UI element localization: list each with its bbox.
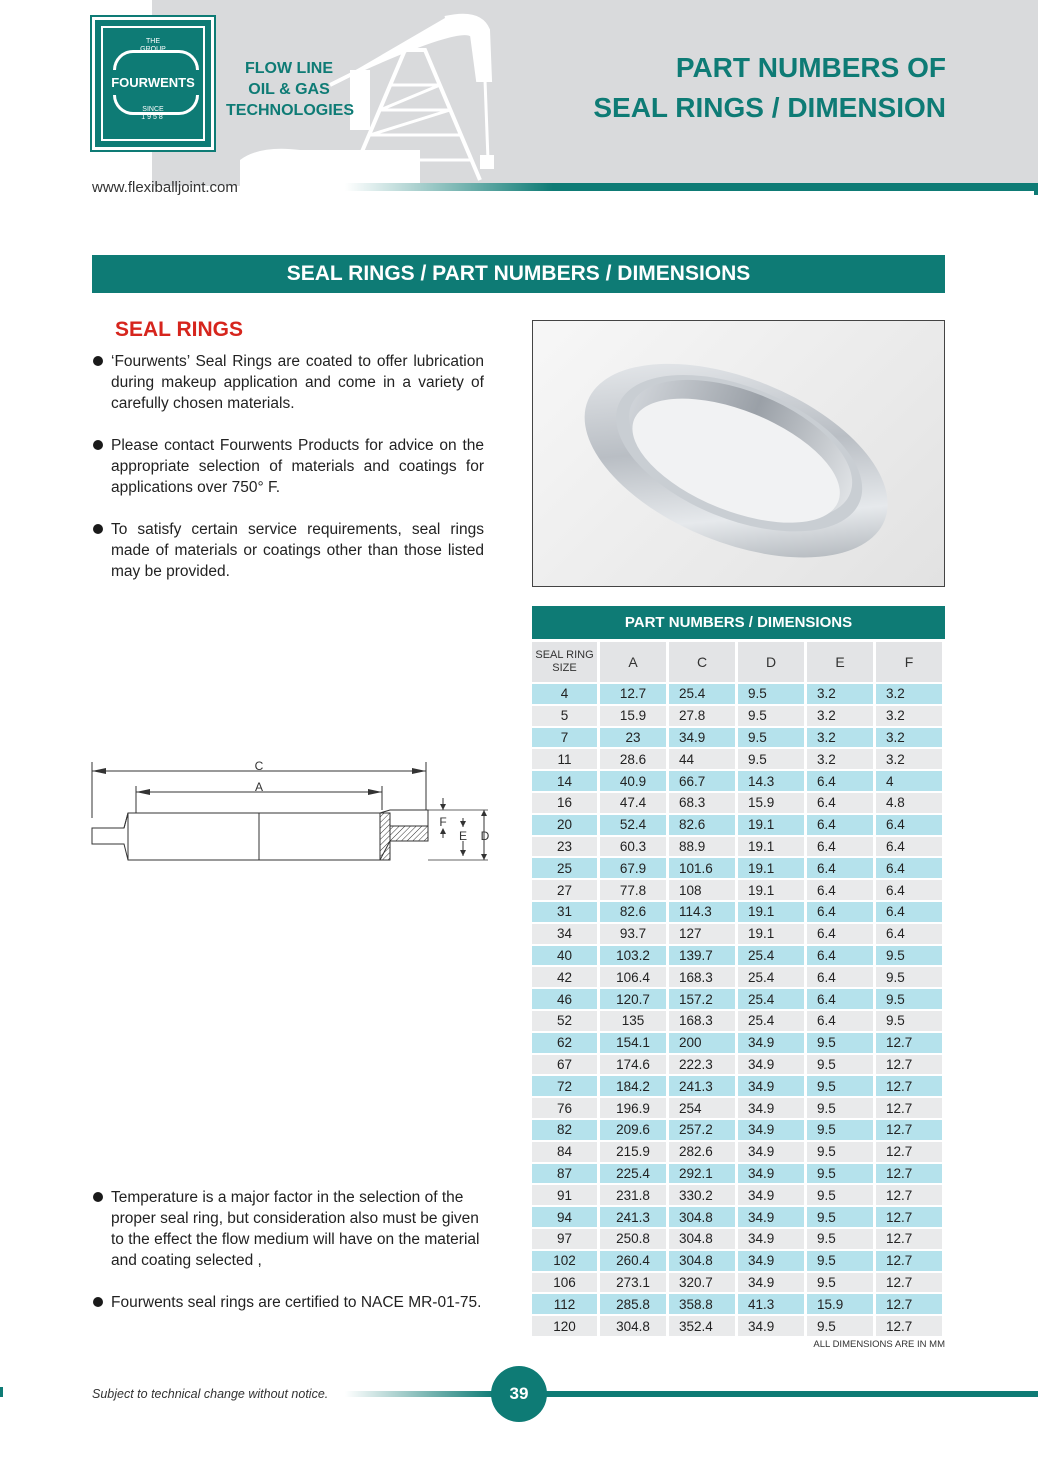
dimension-cell: 231.8 bbox=[600, 1185, 666, 1205]
dimension-cell: 260.4 bbox=[600, 1251, 666, 1271]
dimension-cell: 6.4 bbox=[807, 815, 873, 835]
table-row bbox=[532, 771, 942, 791]
table-row bbox=[532, 967, 942, 987]
dimension-cell: 9.5 bbox=[807, 1033, 873, 1053]
dimension-cell: 12.7 bbox=[876, 1076, 942, 1096]
dimension-cell: 4.8 bbox=[876, 793, 942, 813]
dimension-cell: 9.5 bbox=[807, 1207, 873, 1227]
dimension-cell: 82.6 bbox=[669, 815, 735, 835]
seal-ring-size-cell: 62 bbox=[532, 1033, 597, 1053]
dimension-cell: 19.1 bbox=[738, 880, 804, 900]
dimension-cell: 12.7 bbox=[876, 1055, 942, 1075]
dimension-cell: 34.9 bbox=[738, 1185, 804, 1205]
seal-ring-size-cell: 82 bbox=[532, 1120, 597, 1140]
dimension-cell: 12.7 bbox=[876, 1316, 942, 1336]
dimension-cell: 12.7 bbox=[876, 1120, 942, 1140]
table-row bbox=[532, 793, 942, 813]
dimension-cell: 47.4 bbox=[600, 793, 666, 813]
dimension-cell: 6.4 bbox=[876, 924, 942, 944]
dimension-cell: 23 bbox=[600, 728, 666, 748]
dimension-cell: 88.9 bbox=[669, 837, 735, 857]
page-title-line: SEAL RINGS / DIMENSION bbox=[593, 92, 946, 123]
dimension-label-c: C bbox=[254, 759, 264, 773]
dimension-cell: 6.4 bbox=[807, 989, 873, 1009]
table-row bbox=[532, 902, 942, 922]
column-header: C bbox=[669, 642, 735, 682]
dimension-cell: 19.1 bbox=[738, 858, 804, 878]
seal-ring-size-cell: 34 bbox=[532, 924, 597, 944]
table-row bbox=[532, 1164, 942, 1184]
table-row bbox=[532, 1120, 942, 1140]
dimension-cell: 19.1 bbox=[738, 924, 804, 944]
seal-ring-size-cell: 97 bbox=[532, 1229, 597, 1249]
table-row bbox=[532, 684, 942, 704]
dimension-cell: 9.5 bbox=[807, 1273, 873, 1293]
dimension-cell: 103.2 bbox=[600, 946, 666, 966]
dimension-cell: 168.3 bbox=[669, 967, 735, 987]
dimension-cell: 6.4 bbox=[876, 858, 942, 878]
dimension-cell: 34.9 bbox=[669, 728, 735, 748]
dimension-cell: 15.9 bbox=[600, 706, 666, 726]
dimension-cell: 67.9 bbox=[600, 858, 666, 878]
seal-ring-photo bbox=[532, 320, 945, 587]
table-row bbox=[532, 706, 942, 726]
dimension-cell: 12.7 bbox=[876, 1207, 942, 1227]
seal-ring-size-cell: 67 bbox=[532, 1055, 597, 1075]
bullet-item: Temperature is a major factor in the selection of the proper seal ring, but consideration also must be given to the effect the flow medium will have on the material and coating selected , bbox=[92, 1187, 484, 1271]
dimension-cell: 41.3 bbox=[738, 1294, 804, 1314]
table-row bbox=[532, 1185, 942, 1205]
dimension-cell: 215.9 bbox=[600, 1142, 666, 1162]
dimension-cell: 6.4 bbox=[876, 880, 942, 900]
dimension-cell: 225.4 bbox=[600, 1164, 666, 1184]
bullet-item: To satisfy certain service requirements, seal rings made of materials or coatings other than those listed may be provided. bbox=[92, 519, 484, 582]
footer-disclaimer: Subject to technical change without notice. bbox=[92, 1387, 329, 1401]
dimension-cell: 222.3 bbox=[669, 1055, 735, 1075]
dimension-cell: 34.9 bbox=[738, 1142, 804, 1162]
dimension-cell: 196.9 bbox=[600, 1098, 666, 1118]
company-name-line: FLOW LINE bbox=[245, 60, 333, 77]
seal-ring-size-cell: 20 bbox=[532, 815, 597, 835]
column-header: E bbox=[807, 642, 873, 682]
dimension-cell: 304.8 bbox=[600, 1316, 666, 1336]
seal-ring-size-cell: 5 bbox=[532, 706, 597, 726]
dimension-cell: 34.9 bbox=[738, 1098, 804, 1118]
dimension-cell: 34.9 bbox=[738, 1273, 804, 1293]
seal-ring-image bbox=[533, 321, 945, 587]
dimension-cell: 68.3 bbox=[669, 793, 735, 813]
dimension-cell: 3.2 bbox=[876, 749, 942, 769]
seal-ring-size-cell: 94 bbox=[532, 1207, 597, 1227]
dimension-cell: 6.4 bbox=[807, 880, 873, 900]
dimension-cell: 135 bbox=[600, 1011, 666, 1031]
dimension-cell: 40.9 bbox=[600, 771, 666, 791]
dimension-cell: 9.5 bbox=[807, 1142, 873, 1162]
table-row bbox=[532, 1076, 942, 1096]
seal-ring-size-cell: 27 bbox=[532, 880, 597, 900]
dimension-cell: 6.4 bbox=[807, 967, 873, 987]
dimension-cell: 9.5 bbox=[807, 1316, 873, 1336]
dimension-cell: 52.4 bbox=[600, 815, 666, 835]
dimension-cell: 9.5 bbox=[807, 1251, 873, 1271]
column-header: D bbox=[738, 642, 804, 682]
dimension-cell: 282.6 bbox=[669, 1142, 735, 1162]
dimension-cell: 250.8 bbox=[600, 1229, 666, 1249]
dimension-cell: 4 bbox=[876, 771, 942, 791]
dimension-cell: 174.6 bbox=[600, 1055, 666, 1075]
dimension-cell: 184.2 bbox=[600, 1076, 666, 1096]
dimension-cell: 93.7 bbox=[600, 924, 666, 944]
seal-ring-size-cell: 7 bbox=[532, 728, 597, 748]
dimension-cell: 12.7 bbox=[876, 1033, 942, 1053]
dimension-cell: 19.1 bbox=[738, 902, 804, 922]
dimension-cell: 19.1 bbox=[738, 815, 804, 835]
dimension-cell: 77.8 bbox=[600, 880, 666, 900]
page-number: 39 bbox=[491, 1366, 547, 1422]
table-row bbox=[532, 728, 942, 748]
dimension-cell: 14.3 bbox=[738, 771, 804, 791]
dimension-cell: 9.5 bbox=[738, 728, 804, 748]
dimension-cell: 9.5 bbox=[876, 989, 942, 1009]
dimension-cell: 12.7 bbox=[876, 1185, 942, 1205]
dimension-cell: 9.5 bbox=[807, 1120, 873, 1140]
logo-group-text: GROUP bbox=[140, 46, 166, 53]
bullet-list-top bbox=[92, 351, 484, 603]
footer-bar-left bbox=[345, 1391, 495, 1397]
dimension-label-a: A bbox=[254, 780, 264, 794]
dimensions-table bbox=[529, 640, 945, 1338]
dimension-cell: 292.1 bbox=[669, 1164, 735, 1184]
dimension-cell: 241.3 bbox=[669, 1076, 735, 1096]
dimension-cell: 106.4 bbox=[600, 967, 666, 987]
column-header: F bbox=[876, 642, 942, 682]
dimension-cell: 34.9 bbox=[738, 1316, 804, 1336]
fourwents-logo bbox=[92, 17, 214, 150]
seal-ring-size-cell: 40 bbox=[532, 946, 597, 966]
dimension-cell: 3.2 bbox=[807, 684, 873, 704]
dimension-cell: 358.8 bbox=[669, 1294, 735, 1314]
dimension-cell: 9.5 bbox=[807, 1229, 873, 1249]
dimension-cell: 330.2 bbox=[669, 1185, 735, 1205]
page-title-line: PART NUMBERS OF bbox=[675, 52, 946, 83]
seal-ring-size-cell: 25 bbox=[532, 858, 597, 878]
dimension-cell: 15.9 bbox=[807, 1294, 873, 1314]
dimension-cell: 6.4 bbox=[807, 837, 873, 857]
dimension-cell: 9.5 bbox=[876, 967, 942, 987]
header-divider-end bbox=[1034, 183, 1038, 195]
dimension-cell: 9.5 bbox=[807, 1098, 873, 1118]
logo-top-arc bbox=[113, 50, 199, 70]
dimension-cell: 108 bbox=[669, 880, 735, 900]
table-row bbox=[532, 815, 942, 835]
seal-ring-size-cell: 16 bbox=[532, 793, 597, 813]
website-link[interactable]: www.flexiballjoint.com bbox=[92, 179, 238, 196]
company-name-line: OIL & GAS bbox=[248, 81, 330, 98]
table-row bbox=[532, 1098, 942, 1118]
dimension-cell: 9.5 bbox=[738, 749, 804, 769]
seal-ring-size-cell: 31 bbox=[532, 902, 597, 922]
dimension-cell: 3.2 bbox=[876, 684, 942, 704]
dimension-cell: 273.1 bbox=[600, 1273, 666, 1293]
seal-ring-size-cell: 112 bbox=[532, 1294, 597, 1314]
dimension-cell: 6.4 bbox=[807, 902, 873, 922]
dimension-cell: 34.9 bbox=[738, 1164, 804, 1184]
dimension-cell: 241.3 bbox=[600, 1207, 666, 1227]
dimension-cell: 285.8 bbox=[600, 1294, 666, 1314]
table-row bbox=[532, 880, 942, 900]
footer-bar-right bbox=[546, 1391, 1038, 1397]
footer-tick bbox=[0, 1387, 3, 1397]
page-title bbox=[593, 48, 946, 128]
dimension-cell: 9.5 bbox=[807, 1055, 873, 1075]
dimension-cell: 9.5 bbox=[876, 946, 942, 966]
dimension-cell: 12.7 bbox=[876, 1164, 942, 1184]
seal-ring-size-cell: 4 bbox=[532, 684, 597, 704]
seal-ring-size-cell: 87 bbox=[532, 1164, 597, 1184]
table-row bbox=[532, 1011, 942, 1031]
seal-ring-size-cell: 42 bbox=[532, 967, 597, 987]
dimension-cell: 12.7 bbox=[876, 1229, 942, 1249]
dimension-cell: 12.7 bbox=[876, 1294, 942, 1314]
dimension-cell: 25.4 bbox=[738, 989, 804, 1009]
table-row bbox=[532, 837, 942, 857]
dimension-cell: 15.9 bbox=[738, 793, 804, 813]
header-divider-bar bbox=[345, 183, 1038, 191]
dimension-cell: 6.4 bbox=[876, 815, 942, 835]
dimension-cell: 6.4 bbox=[807, 946, 873, 966]
dimension-cell: 25.4 bbox=[738, 946, 804, 966]
seal-ring-size-cell: 102 bbox=[532, 1251, 597, 1271]
dimension-cell: 127 bbox=[669, 924, 735, 944]
dimension-cell: 34.9 bbox=[738, 1207, 804, 1227]
dimension-cell: 34.9 bbox=[738, 1033, 804, 1053]
dimension-cell: 12.7 bbox=[600, 684, 666, 704]
dimension-cell: 254 bbox=[669, 1098, 735, 1118]
table-row bbox=[532, 989, 942, 1009]
dimension-cell: 304.8 bbox=[669, 1229, 735, 1249]
dimension-cell: 304.8 bbox=[669, 1207, 735, 1227]
seal-ring-size-cell: 106 bbox=[532, 1273, 597, 1293]
dimension-cell: 34.9 bbox=[738, 1251, 804, 1271]
seal-ring-size-cell: 11 bbox=[532, 749, 597, 769]
seal-ring-size-cell: 120 bbox=[532, 1316, 597, 1336]
dimension-cell: 9.5 bbox=[876, 1011, 942, 1031]
seal-ring-size-cell: 46 bbox=[532, 989, 597, 1009]
dimension-cell: 200 bbox=[669, 1033, 735, 1053]
dimension-cell: 25.4 bbox=[669, 684, 735, 704]
table-title: PART NUMBERS / DIMENSIONS bbox=[532, 606, 945, 639]
seal-ring-size-cell: 72 bbox=[532, 1076, 597, 1096]
dimension-cell: 60.3 bbox=[600, 837, 666, 857]
bullet-list-bottom bbox=[92, 1187, 484, 1334]
dimension-label-e: E bbox=[458, 829, 468, 843]
dimension-cell: 9.5 bbox=[807, 1164, 873, 1184]
dimension-cell: 120.7 bbox=[600, 989, 666, 1009]
seal-ring-size-cell: 14 bbox=[532, 771, 597, 791]
logo-brand-text: FOURWENTS bbox=[111, 75, 195, 90]
dimension-cell: 34.9 bbox=[738, 1229, 804, 1249]
dimension-cell: 28.6 bbox=[600, 749, 666, 769]
seal-ring-size-cell: 84 bbox=[532, 1142, 597, 1162]
table-row bbox=[532, 924, 942, 944]
dimension-cell: 12.7 bbox=[876, 1142, 942, 1162]
dimension-cell: 257.2 bbox=[669, 1120, 735, 1140]
dimension-cell: 82.6 bbox=[600, 902, 666, 922]
dimension-cell: 34.9 bbox=[738, 1120, 804, 1140]
dimension-cell: 101.6 bbox=[669, 858, 735, 878]
table-row bbox=[532, 1229, 942, 1249]
dimension-cell: 27.8 bbox=[669, 706, 735, 726]
section-title: SEAL RINGS / PART NUMBERS / DIMENSIONS bbox=[92, 255, 945, 293]
dimension-cell: 3.2 bbox=[876, 728, 942, 748]
dimension-cell: 304.8 bbox=[669, 1251, 735, 1271]
dimension-cell: 352.4 bbox=[669, 1316, 735, 1336]
dimensions-note: ALL DIMENSIONS ARE IN MM bbox=[813, 1339, 945, 1350]
table-row bbox=[532, 749, 942, 769]
bullet-item: ‘Fourwents’ Seal Rings are coated to offer lubrication during makeup application and come in a variety of carefully chosen materials. bbox=[92, 351, 484, 414]
company-name-line: TECHNOLOGIES bbox=[226, 102, 355, 119]
dimension-cell: 9.5 bbox=[738, 706, 804, 726]
table-row bbox=[532, 1316, 942, 1336]
seal-ring-size-cell: 52 bbox=[532, 1011, 597, 1031]
table-row bbox=[532, 946, 942, 966]
table-row bbox=[532, 1207, 942, 1227]
seal-ring-size-cell: 76 bbox=[532, 1098, 597, 1118]
bullet-item: Please contact Fourwents Products for advice on the appropriate selection of materials and coatings for applications over 750° F. bbox=[92, 435, 484, 498]
dimension-cell: 12.7 bbox=[876, 1098, 942, 1118]
company-name bbox=[226, 58, 355, 121]
dimension-cell: 3.2 bbox=[807, 728, 873, 748]
dimension-cell: 34.9 bbox=[738, 1055, 804, 1075]
table-row bbox=[532, 858, 942, 878]
seal-ring-size-cell: 91 bbox=[532, 1185, 597, 1205]
dimension-cell: 12.7 bbox=[876, 1251, 942, 1271]
dimension-cell: 9.5 bbox=[738, 684, 804, 704]
column-header: SEAL RING SIZE bbox=[532, 642, 597, 682]
bullet-item: Fourwents seal rings are certified to NACE MR-01-75. bbox=[92, 1292, 484, 1313]
dimensions-table-block bbox=[532, 606, 945, 1338]
dimension-cell: 6.4 bbox=[876, 837, 942, 857]
dimension-cell: 9.5 bbox=[807, 1076, 873, 1096]
seal-ring-cross-section-drawing bbox=[88, 758, 498, 868]
dimension-cell: 6.4 bbox=[807, 771, 873, 791]
dimension-cell: 6.4 bbox=[876, 902, 942, 922]
table-row bbox=[532, 1294, 942, 1314]
dimension-cell: 6.4 bbox=[807, 858, 873, 878]
dimension-cell: 154.1 bbox=[600, 1033, 666, 1053]
dimension-cell: 6.4 bbox=[807, 924, 873, 944]
logo-since-text: SINCE bbox=[142, 106, 164, 113]
dimension-cell: 320.7 bbox=[669, 1273, 735, 1293]
dimension-cell: 168.3 bbox=[669, 1011, 735, 1031]
dimension-cell: 114.3 bbox=[669, 902, 735, 922]
dimension-cell: 3.2 bbox=[876, 706, 942, 726]
dimension-cell: 9.5 bbox=[807, 1185, 873, 1205]
dimension-cell: 139.7 bbox=[669, 946, 735, 966]
dimension-cell: 6.4 bbox=[807, 793, 873, 813]
dimension-cell: 3.2 bbox=[807, 749, 873, 769]
table-row bbox=[532, 1142, 942, 1162]
dimension-cell: 25.4 bbox=[738, 967, 804, 987]
dimension-label-f: F bbox=[439, 815, 447, 829]
logo-the-text: THE bbox=[146, 38, 160, 45]
table-row bbox=[532, 1055, 942, 1075]
column-header: A bbox=[600, 642, 666, 682]
table-row bbox=[532, 1273, 942, 1293]
dimension-cell: 209.6 bbox=[600, 1120, 666, 1140]
dimension-cell: 34.9 bbox=[738, 1076, 804, 1096]
table-header-row bbox=[532, 642, 942, 682]
dimension-cell: 157.2 bbox=[669, 989, 735, 1009]
logo-year-text: 1958 bbox=[141, 114, 165, 121]
table-row bbox=[532, 1251, 942, 1271]
dimension-cell: 6.4 bbox=[807, 1011, 873, 1031]
dimension-cell: 12.7 bbox=[876, 1273, 942, 1293]
dimension-cell: 19.1 bbox=[738, 837, 804, 857]
dimension-label-d: D bbox=[480, 829, 490, 843]
table-body bbox=[532, 684, 942, 1336]
sub-heading: SEAL RINGS bbox=[115, 318, 243, 341]
dimension-cell: 25.4 bbox=[738, 1011, 804, 1031]
dimension-cell: 3.2 bbox=[807, 706, 873, 726]
dimension-cell: 44 bbox=[669, 749, 735, 769]
seal-ring-size-cell: 23 bbox=[532, 837, 597, 857]
dimension-cell: 66.7 bbox=[669, 771, 735, 791]
table-row bbox=[532, 1033, 942, 1053]
